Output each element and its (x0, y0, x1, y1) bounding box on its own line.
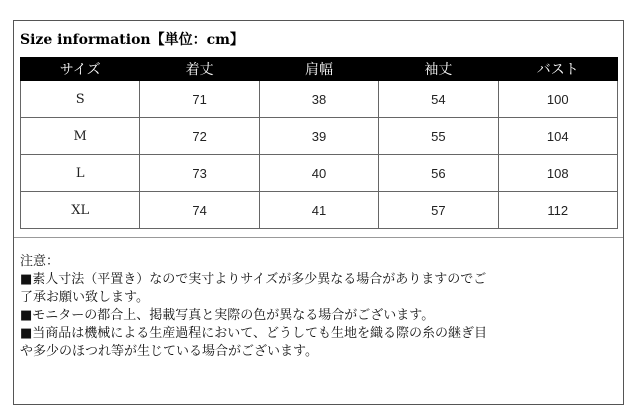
table-cell: 100 (498, 81, 617, 118)
note-line: ■素人寸法（平置き）なので実寸よりサイズが多少異なる場合がありますのでご (20, 272, 487, 287)
table-cell: 71 (140, 81, 259, 118)
table-row (21, 118, 618, 155)
header-length: 着丈 (140, 58, 259, 81)
table-row (21, 81, 618, 118)
header-size: サイズ (21, 58, 140, 81)
header-bust: バスト (498, 58, 617, 81)
note-line: ■当商品は機械による生産過程において、どうしても生地を織る際の糸の継ぎ目 (20, 326, 488, 341)
header-shoulder: 肩幅 (259, 58, 378, 81)
table-cell: 55 (379, 118, 498, 155)
table-cell: L (21, 155, 140, 192)
table-cell: 56 (379, 155, 498, 192)
size-table (20, 57, 618, 229)
note-line: や多少のほつれ等が生じている場合がございます。 (20, 344, 318, 359)
table-cell: 57 (379, 192, 498, 229)
table-cell: 41 (259, 192, 378, 229)
table-row (21, 155, 618, 192)
notes-section (20, 253, 620, 361)
table-cell: 40 (259, 155, 378, 192)
table-cell: 74 (140, 192, 259, 229)
divider (14, 237, 623, 238)
page-title: Size information【単位：cm】 (20, 32, 244, 48)
table-cell: 112 (498, 192, 617, 229)
table-cell: 39 (259, 118, 378, 155)
table-cell: 38 (259, 81, 378, 118)
table-cell: 104 (498, 118, 617, 155)
table-cell: XL (21, 192, 140, 229)
table-header-row (21, 58, 618, 81)
table-cell: S (21, 81, 140, 118)
note-line: 了承お願い致します。 (20, 290, 149, 305)
note-line: ■モニターの都合上、掲載写真と実際の色が異なる場合がございます。 (20, 308, 435, 323)
notes-heading: 注意： (20, 254, 60, 269)
table-cell: 73 (140, 155, 259, 192)
size-chart-frame (13, 20, 624, 405)
table-cell: M (21, 118, 140, 155)
table-row (21, 192, 618, 229)
table-cell: 54 (379, 81, 498, 118)
header-sleeve: 袖丈 (379, 58, 498, 81)
table-cell: 72 (140, 118, 259, 155)
table-cell: 108 (498, 155, 617, 192)
